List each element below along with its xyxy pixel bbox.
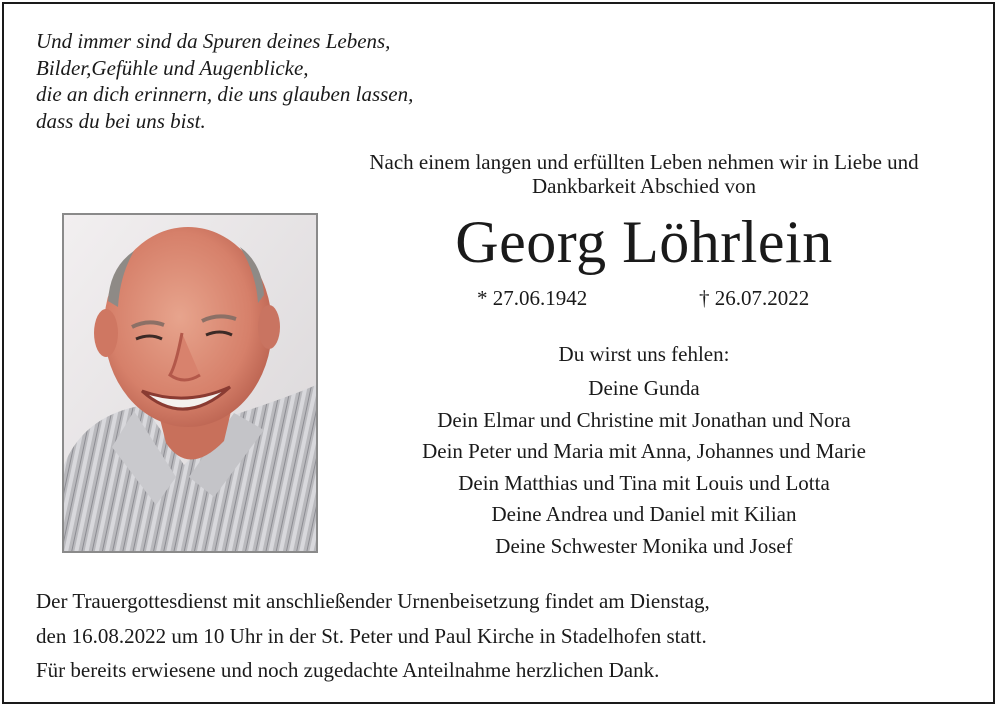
mourner-entry: Dein Elmar und Christine mit Jonathan und Nora (437, 407, 851, 432)
intro-line: Nach einem langen und erfüllten Leben nehmen wir in Liebe und (369, 150, 919, 174)
portrait-illustration (64, 215, 316, 551)
poem-line: Bilder,Gefühle und Augenblicke, (36, 55, 309, 80)
memorial-poem (36, 28, 413, 134)
mourner-entry: Dein Matthias und Tina mit Louis und Lotta (458, 470, 830, 495)
missing-line: Du wirst uns fehlen: (558, 342, 730, 366)
farewell-intro (304, 150, 984, 198)
service-line: Für bereits erwiesene und noch zugedachte Anteilnahme herzlichen Dank. (36, 658, 660, 682)
service-line: Der Trauergottesdienst mit anschließender Urnenbeisetzung findet am Dienstag, (36, 589, 710, 613)
mourner-entry: Deine Andrea und Daniel mit Kilian (491, 502, 797, 526)
poem-line: Und immer sind da Spuren deines Lebens, (36, 29, 391, 53)
mourner-entry: Dein Peter und Maria mit Anna, Johannes und Marie (422, 439, 866, 463)
mourner-entry: Deine Gunda (588, 376, 700, 400)
mourner-entry: Deine Schwester Monika und Josef (495, 533, 793, 558)
death-date: † 26.07.2022 (699, 286, 810, 310)
birth-date: * 27.06.1942 (477, 286, 588, 310)
poem-line: dass du bei uns bist. (36, 108, 206, 133)
poem-line: die an dich erinnern, die uns glauben lassen, (36, 82, 414, 106)
obituary-notice (2, 2, 995, 704)
portrait-photo (62, 213, 318, 553)
intro-line: Dankbarkeit Abschied von (532, 174, 756, 198)
mourners-list (304, 373, 984, 562)
deceased-name: Georg Löhrlein (455, 209, 833, 275)
service-line: den 16.08.2022 um 10 Uhr in der St. Peter und Paul Kirche in Stadelhofen statt. (36, 623, 707, 648)
service-information (36, 584, 976, 688)
